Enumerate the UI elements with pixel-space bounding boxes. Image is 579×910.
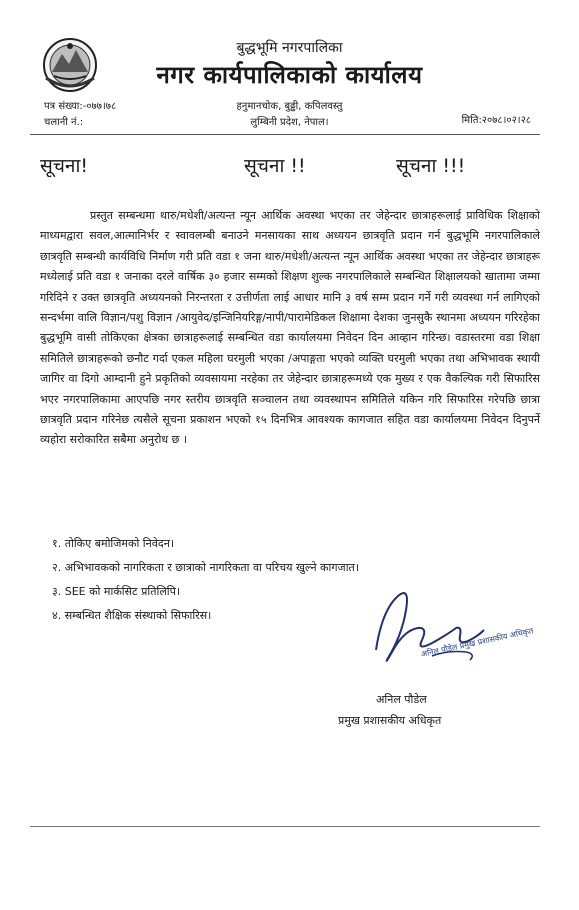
header-divider bbox=[30, 134, 540, 135]
signer-name: अनिल पौडेल bbox=[376, 693, 427, 706]
handwritten-signature bbox=[358, 580, 498, 675]
notice-heading-3: सूचना !!! bbox=[396, 155, 466, 177]
notice-heading-2: सूचना !! bbox=[244, 155, 306, 177]
notice-body-paragraph: प्रस्तुत सम्बन्धमा थारु/मधेशी/अत्यन्त न्यून आर्थिक अवस्था भएका तर जेहेन्दार छात्राहरूलाई प्राविधिक शिक्षाको माध्यमद्वारा सवल,आत्मानिर्भर र स्वावलम्बी बनाउने मनसायका साथ अध्ययन छात्रवृति प्रदान गर्न बुद्धभूमि नगरपालिकाले छात्रवृति सम्बन्धी कार्यविधि निर्माण गरी प्रति वडा १ जना थारु/मधेशी/अत्यन्त न्यून आर्थिक अवस्था भएका तर जेहेन्दार छात्राहरू मध्येलाई प्रति वडा १ जनाका दरले वार्षिक ३० हजार सम्मको शिक्षण शुल्क नगरपालिकाले सम्बन्धित शिक्षालयको खातामा जम्मा गरिदिने र उक्त छात्रवृति अध्ययनको निरन्तरता र उत्तीर्णता लाई आधार मानि ३ वर्ष सम्म प्रदान गर्ने गरी व्यवस्था गर्न लागिएको सन्दर्भमा वालि विज्ञान/पशु विज्ञान /आयुवेद/इन्जिनियरिङ्ग/नापी/पारामेडिकल शिक्षामा देशका जुनसुकै स्थानमा अध्ययन गरिरहेका बुद्धभूमि वासी तोकिएका क्षेत्रका छात्राहरूलाई सम्बन्धित वडा कार्यालयमा निवेदन दिन आव्हान गरिन्छ। वडास्तरमा वडा शिक्षा समितिले छात्राहरूको छनौट गर्दा एकल महिला घरमुली भएका /अपाङ्गता भएको व्यक्ति घरमुली भएका तथा अभिभावक स्थायी जागिर वा दिगो आम्दानी हुने प्रकृतिको व्यवसायमा नरहेका तर जेहेन्दार छात्राहरूमध्ये एक मुख्य र एक वैकल्पिक गरी सिफारिस भएर नगरपालिकामा आएपछि नगर स्तरीय छात्रवृति सञ्चालन तथा व्यवस्थापन समितिले यकिन गरि सिफारिस गरेपछि छात्रा छात्रवृति प्रदान गरिनेछ त्यसैले सूचना प्रकाशन भएको १५ दिनभित्र आवश्यक कागजात सहित वडा कार्यालयमा निवेदन दिनुपर्ने व्यहोरा सरोकारित सबैमा अनुरोध छ । bbox=[40, 209, 540, 447]
list-item: १. तोकिए बमोजिमको निवेदन। bbox=[52, 537, 174, 550]
list-item: ४. सम्बन्धित शैक्षिक संस्थाको सिफारिस। bbox=[52, 609, 212, 622]
office-title: नगर कार्यपालिकाको कार्यालय bbox=[156, 61, 423, 89]
list-item: ३. SEE को मार्कसिट प्रतिलिपि। bbox=[52, 585, 181, 598]
letter-number: पत्र संख्या:-०७७।७८ bbox=[44, 101, 117, 112]
address-line-1: हनुमानचोक, बुढ्ढी, कपिलवस्तु bbox=[236, 101, 343, 112]
dispatch-number: चलानी नं.: bbox=[44, 117, 84, 128]
list-item: २. अभिभावकको नागरिकता र छात्राको नागरिकता वा परिचय खुल्ने कागजात। bbox=[52, 561, 359, 574]
signer-title: प्रमुख प्रशासकीय अधिकृत bbox=[338, 714, 442, 727]
letter-date: मिति:२०७८।०२।२८ bbox=[461, 115, 531, 126]
footer-divider bbox=[30, 826, 540, 827]
address-line-2: लुम्बिनी प्रदेश, नेपाल। bbox=[250, 117, 329, 128]
notice-heading-1: सूचना! bbox=[40, 155, 88, 177]
required-documents-list bbox=[52, 534, 359, 630]
municipality-name: बुद्धभूमि नगरपालिका bbox=[236, 40, 343, 56]
official-stamp: अनिल पौडेल प्रमुख प्रशासकीय अधिकृत bbox=[420, 626, 535, 659]
